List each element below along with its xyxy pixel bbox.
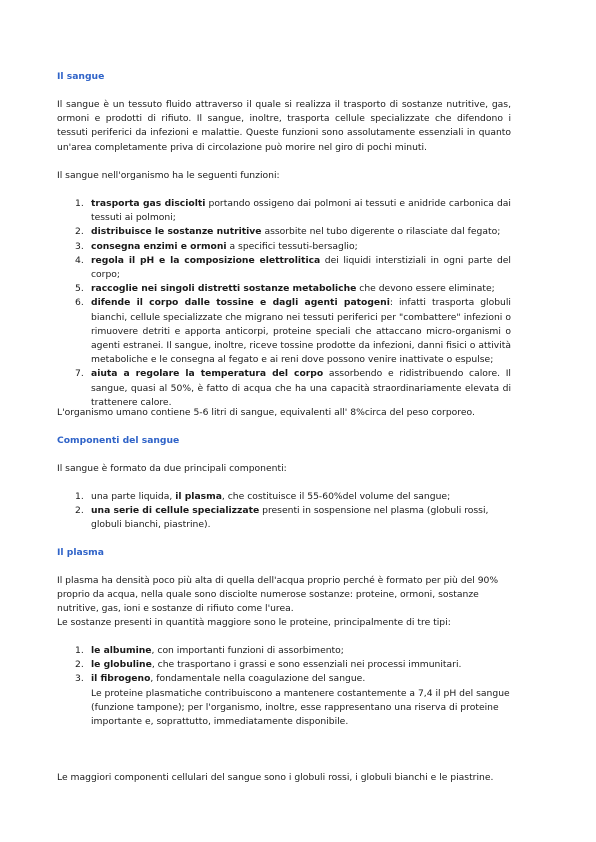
list-item: 2. distribuisce le sostanze nutritive assorbite nel tubo digerente o rilasciate dal fegato; xyxy=(75,226,501,238)
list-item: 3. il fibrogeno, fondamentale nella coagulazione del sangue. Le proteine plasmatiche contribuiscono a mantenere costantemente a 7,4 il pH del sangue (funzione tampone); per l'organismo, inoltre, esse rappresentano una riserva di proteine importante e, soprattutto, immediatamente disponibile. xyxy=(57,672,511,729)
section-heading-sangue: Il sangue xyxy=(57,71,105,82)
list-item: 5. raccoglie nei singoli distretti sostanze metaboliche che devono essere eliminate; xyxy=(75,283,495,295)
proteins-lead: Le sostanze presenti in quantità maggiore sono le proteine, principalmente di tre tipi: xyxy=(57,617,451,628)
plasma-paragraph: Il plasma ha densità poco più alta di quella dell'acqua proprio perché è formato per più del 90% proprio da acqua, nella quale sono disciolte numerose sostanze: proteine, ormoni, sostanze nutritive, gas, ioni e sostanze di rifiuto come l'urea. xyxy=(57,575,499,615)
proteins-note: Le proteine plasmatiche contribuiscono a mantenere costantemente a 7,4 il pH del sangue (funzione tampone); per l'organismo, inoltre, esse rappresentano una riserva di proteine importante e, soprattutto, immediatamente disponibile. xyxy=(91,687,510,728)
list-item: 1. trasporta gas disciolti portando ossigeno dai polmoni ai tessuti e anidride carbonica dai tessuti ai polmoni; xyxy=(75,198,511,224)
components-list xyxy=(57,490,511,533)
section-heading-componenti: Componenti del sangue xyxy=(57,435,180,446)
functions-lead: Il sangue nell'organismo ha le seguenti funzioni: xyxy=(57,170,280,181)
proteins-list xyxy=(57,644,511,729)
section-heading-plasma: Il plasma xyxy=(57,547,104,558)
intro-paragraph: Il sangue è un tessuto fluido attraverso il quale si realizza il trasporto di sostanze nutritive, gas, ormoni e prodotti di rifiuto. Il sangue, inoltre, trasporta cellule specializzate che difendono i tessuti periferici da infezioni e malattie. Queste funzioni sono assolutamente essenziali in quanto un'area completamente priva di circolazione può morire nel giro di pochi minuti. xyxy=(57,99,511,153)
closing-paragraph: Le maggiori componenti cellulari del sangue sono i globuli rossi, i globuli bianchi e le piastrine. xyxy=(57,772,494,783)
list-item: 1. le albumine, con importanti funzioni di assorbimento; xyxy=(75,645,344,656)
functions-list xyxy=(57,197,511,410)
list-item: 2. le globuline, che trasportano i grassi e sono essenziali nei processi immunitari. xyxy=(75,659,462,671)
list-item: 3. consegna enzimi e ormoni a specifici tessuti-bersaglio; xyxy=(75,240,358,252)
list-item: 2. una serie di cellule specializzate presenti in sospensione nel plasma (globuli rossi, globuli bianchi, piastrine). xyxy=(75,505,489,531)
blood-volume-paragraph: L'organismo umano contiene 5-6 litri di sangue, equivalenti all' 8%circa del peso corporeo. xyxy=(57,407,475,418)
components-lead: Il sangue è formato da due principali componenti: xyxy=(57,463,287,474)
list-item: 1. una parte liquida, il plasma, che costituisce il 55-60%del volume del sangue; xyxy=(75,491,451,502)
list-item: 6. difende il corpo dalle tossine e dagli agenti patogeni: infatti trasporta globuli bianchi, cellule specializzate che migrano nei tessuti periferici per "combattere" infezioni o rimuovere detriti e apporta anticorpi, proteine speciali che attaccano micro-organismi o agenti estranei. Il sangue, inoltre, riceve tossine prodotte da infezioni, danni fisici o attività metaboliche e le consegna al fegato e ai reni dove possono venire inattivate o espulse; xyxy=(75,297,511,366)
list-item: 4. regola il pH e la composizione elettrolitica dei liquidi interstiziali in ogni parte del corpo; xyxy=(75,254,511,281)
list-item: 7. aiuta a regolare la temperatura del corpo assorbendo e ridistribuendo calore. Il sangue, quasi al 50%, è fatto di acqua che ha una capacità straordinariamente elevata di trattenere calore. xyxy=(75,368,511,408)
